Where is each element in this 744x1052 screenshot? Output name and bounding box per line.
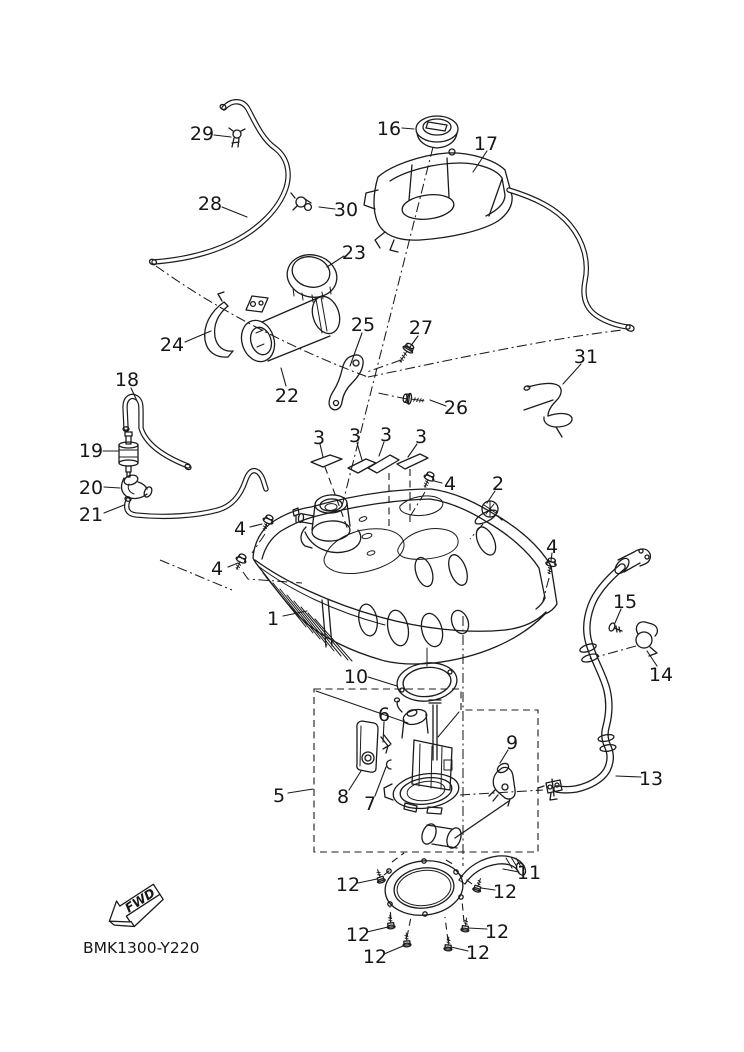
callout-25: 25 [350,314,376,336]
callout-19: 19 [78,440,104,462]
callout-31: 31 [573,346,599,368]
callout-14: 14 [648,664,674,686]
callout-15: 15 [612,591,638,613]
callout-4: 4 [233,518,247,540]
callout-22: 22 [274,385,300,407]
callout-4: 4 [210,558,224,580]
callout-7: 7 [363,793,377,815]
callout-27: 27 [408,317,434,339]
callout-11: 11 [516,862,542,884]
callout-12: 12 [335,874,361,896]
callout-12: 12 [492,881,518,903]
callout-12: 12 [484,921,510,943]
callout-12: 12 [362,946,388,968]
callout-3: 3 [348,425,362,447]
callout-6: 6 [377,704,391,726]
callout-28: 28 [197,193,223,215]
callout-13: 13 [638,768,664,790]
callout-24: 24 [159,334,185,356]
callout-4: 4 [443,473,457,495]
callout-16: 16 [376,118,402,140]
callout-4: 4 [545,536,559,558]
callout-3: 3 [312,427,326,449]
fwd-label: FWD [122,884,158,916]
callout-5: 5 [272,785,286,807]
diagram-code: BMK1300-Y220 [83,939,200,957]
callout-8: 8 [336,786,350,808]
callout-9: 9 [505,732,519,754]
callout-3: 3 [414,426,428,448]
callout-18: 18 [114,369,140,391]
callout-10: 10 [343,666,369,688]
callout-17: 17 [473,133,499,155]
callout-12: 12 [465,942,491,964]
callout-20: 20 [78,477,104,499]
callout-23: 23 [341,242,367,264]
callout-2: 2 [491,473,505,495]
callout-29: 29 [189,123,215,145]
callout-26: 26 [443,397,469,419]
callout-12: 12 [345,924,371,946]
callout-21: 21 [78,504,104,526]
callout-1: 1 [266,608,280,630]
callout-30: 30 [333,199,359,221]
callout-3: 3 [379,424,393,446]
